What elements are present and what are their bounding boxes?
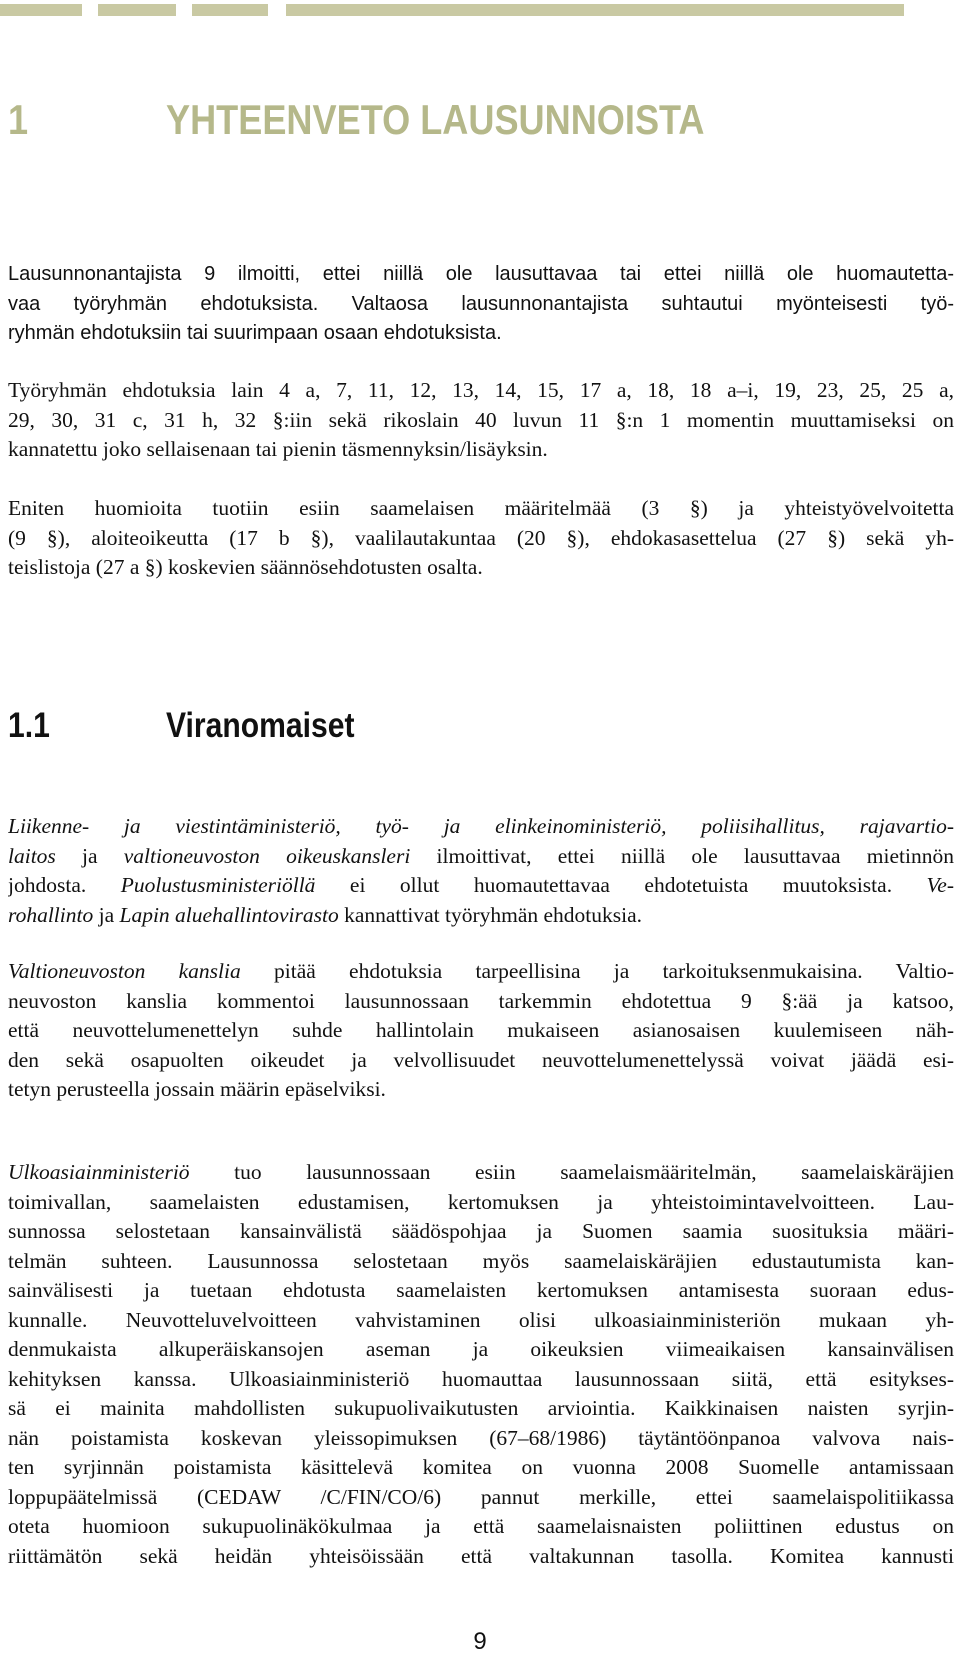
text-line — [8, 842, 954, 872]
text-line: ryhmän ehdotuksiin tai suurimpaan osaan ehdotuksista. — [8, 322, 502, 344]
plain-text: ja — [93, 902, 120, 927]
paragraph-intro-1 — [8, 260, 954, 349]
paragraph-viranomaiset-1 — [8, 812, 954, 930]
section-title: YHTEENVETO LAUSUNNOISTA — [166, 96, 705, 143]
header-bar — [0, 4, 82, 16]
subsection-title: Viranomaiset — [166, 706, 355, 745]
text-line: den sekä osapuolten oikeudet ja velvollisuudet neuvottelumenettelyssä voivat jäädä esi- — [8, 1047, 954, 1072]
header-bar — [192, 4, 268, 16]
paragraph-viranomaiset-3 — [8, 1158, 954, 1571]
italic-text: Ve- — [926, 873, 954, 897]
text-line: sainvälisesti ja tuetaan ehdotusta saamelaisten kertomuksen antamisesta suoraan edus- — [8, 1278, 954, 1302]
text-line: tetyn perusteella jossain määrin epäselviksi. — [8, 1077, 386, 1101]
text-line: kannatettu joko sellaisenaan tai pienin täsmennyksin/lisäyksin. — [8, 437, 548, 461]
text-line: riittämätön sekä heidän yhteisöissään että valtakunnan tasolla. Komitea kannusti — [8, 1543, 954, 1568]
plain-text: ja — [55, 843, 124, 868]
italic-text: Valtioneuvoston kanslia — [8, 959, 241, 983]
text-line: että neuvottelumenettelyn suhde hallintolain mukaiseen asianosaisen kuulemiseen näh- — [8, 1018, 954, 1042]
text-line: telmän suhteen. Lausunnossa selostetaan myös saamelaiskäräjien edustautumista kan- — [8, 1248, 954, 1273]
text-line: teislistoja (27 a §) koskevien säännösehdotusten osalta. — [8, 555, 483, 579]
text-line: sä ei mainita mahdollisten sukupuolivaikutusten arviointia. Kaikkinaisen naisten syrjin- — [8, 1396, 954, 1420]
header-bar — [98, 4, 176, 16]
header-decoration — [0, 4, 960, 16]
paragraph-viranomaiset-2 — [8, 957, 954, 1105]
text-line: ten syrjinnän poistamista käsittelevä komitea on vuonna 2008 Suomelle antamissaan — [8, 1455, 954, 1479]
paragraph-intro-3 — [8, 494, 954, 583]
plain-text: ilmoittivat, ettei niillä ole lausuttavaa mietinnön — [410, 843, 954, 868]
page-number: 9 — [473, 1628, 487, 1655]
text-line — [8, 1158, 954, 1188]
plain-text: johdosta. — [8, 873, 121, 897]
text-line: sunnossa selostetaan kansainvälistä säädöspohjaa ja Suomen saamia suosituksia määri- — [8, 1219, 954, 1243]
plain-text: ei ollut huomautettavaa ehdotetuista muutoksista. — [315, 873, 927, 897]
italic-text: rohallinto — [8, 902, 94, 927]
italic-text: Puolustusministeriöllä — [120, 873, 316, 897]
text-line: Työryhmän ehdotuksia lain 4 a, 7, 11, 12, 13, 14, 15, 17 a, 18, 18 a–i, 19, 23, 25, 25 a, — [8, 378, 954, 402]
text-line: nän poistamista koskevan yleissopimuksen (67–68/1986) täytäntöönpanoa valvova nais- — [8, 1425, 954, 1450]
italic-text: laitos — [8, 843, 56, 868]
section-number: 1 — [8, 96, 29, 143]
plain-text: tuo lausunnossaan esiin saamelaismääritelmän, saamelaiskäräjien — [189, 1160, 954, 1184]
italic-text: Lapin aluehallintovirasto — [119, 902, 339, 927]
text-line: (9 §), aloiteoikeutta (17 b §), vaalilautakuntaa (20 §), ehdokasasettelua (27 §) sekä yh- — [8, 525, 954, 550]
subsection-number: 1.1 — [8, 706, 50, 745]
paragraph-intro-2 — [8, 376, 954, 465]
text-line — [8, 901, 954, 931]
italic-text: Liikenne- ja viestintäministeriö, työ- ja elinkeinoministeriö, poliisihallitus, rajavartio- — [8, 814, 954, 838]
text-line — [8, 871, 954, 901]
text-line: denmukaista alkuperäiskansojen aseman ja oikeuksien viimeaikaisen kansainvälisen — [8, 1337, 954, 1361]
text-line — [8, 957, 954, 987]
text-line: vaa työryhmän ehdotuksista. Valtaosa lausunnonantajista suhtautui myönteisesti työ- — [8, 292, 954, 315]
text-line: kunnalle. Neuvotteluvelvoitteen vahvistaminen olisi ulkoasiainministeriön mukaan yh- — [8, 1307, 954, 1332]
header-bar — [286, 4, 904, 16]
text-line: loppupäätelmissä (CEDAW /C/FIN/CO/6) pannut merkille, ettei saamelaispolitiikassa — [8, 1484, 954, 1509]
text-line — [8, 812, 954, 842]
text-line: oteta huomioon sukupuolinäkökulmaa ja että saamelaisnaisten poliittinen edustus on — [8, 1514, 954, 1538]
text-line: neuvoston kanslia kommentoi lausunnossaan tarkemmin ehdotettua 9 §:ää ja katsoo, — [8, 988, 954, 1013]
plain-text: kannattivat työryhmän ehdotuksia. — [338, 902, 643, 927]
text-line: Eniten huomioita tuotiin esiin saamelaisen määritelmää (3 §) ja yhteistyövelvoitetta — [8, 496, 954, 520]
text-line: toimivallan, saamelaisten edustamisen, kertomuksen ja yhteistoimintavelvoitteen. Lau- — [8, 1189, 954, 1214]
italic-text: valtioneuvoston oikeuskansleri — [123, 843, 411, 868]
text-line: Lausunnonantajista 9 ilmoitti, ettei niillä ole lausuttavaa tai ettei niillä ole huomautetta- — [8, 263, 954, 285]
plain-text: pitää ehdotuksia tarpeellisina ja tarkoituksenmukaisina. Valtio- — [240, 959, 954, 983]
italic-text: Ulkoasiainministeriö — [8, 1160, 190, 1184]
text-line: kehityksen kanssa. Ulkoasiainministeriö huomauttaa lausunnossaan siitä, että esitykses- — [8, 1366, 954, 1391]
text-line: 29, 30, 31 c, 31 h, 32 §:iin sekä rikoslain 40 luvun 11 §:n 1 momentin muuttamiseksi on — [8, 407, 954, 432]
